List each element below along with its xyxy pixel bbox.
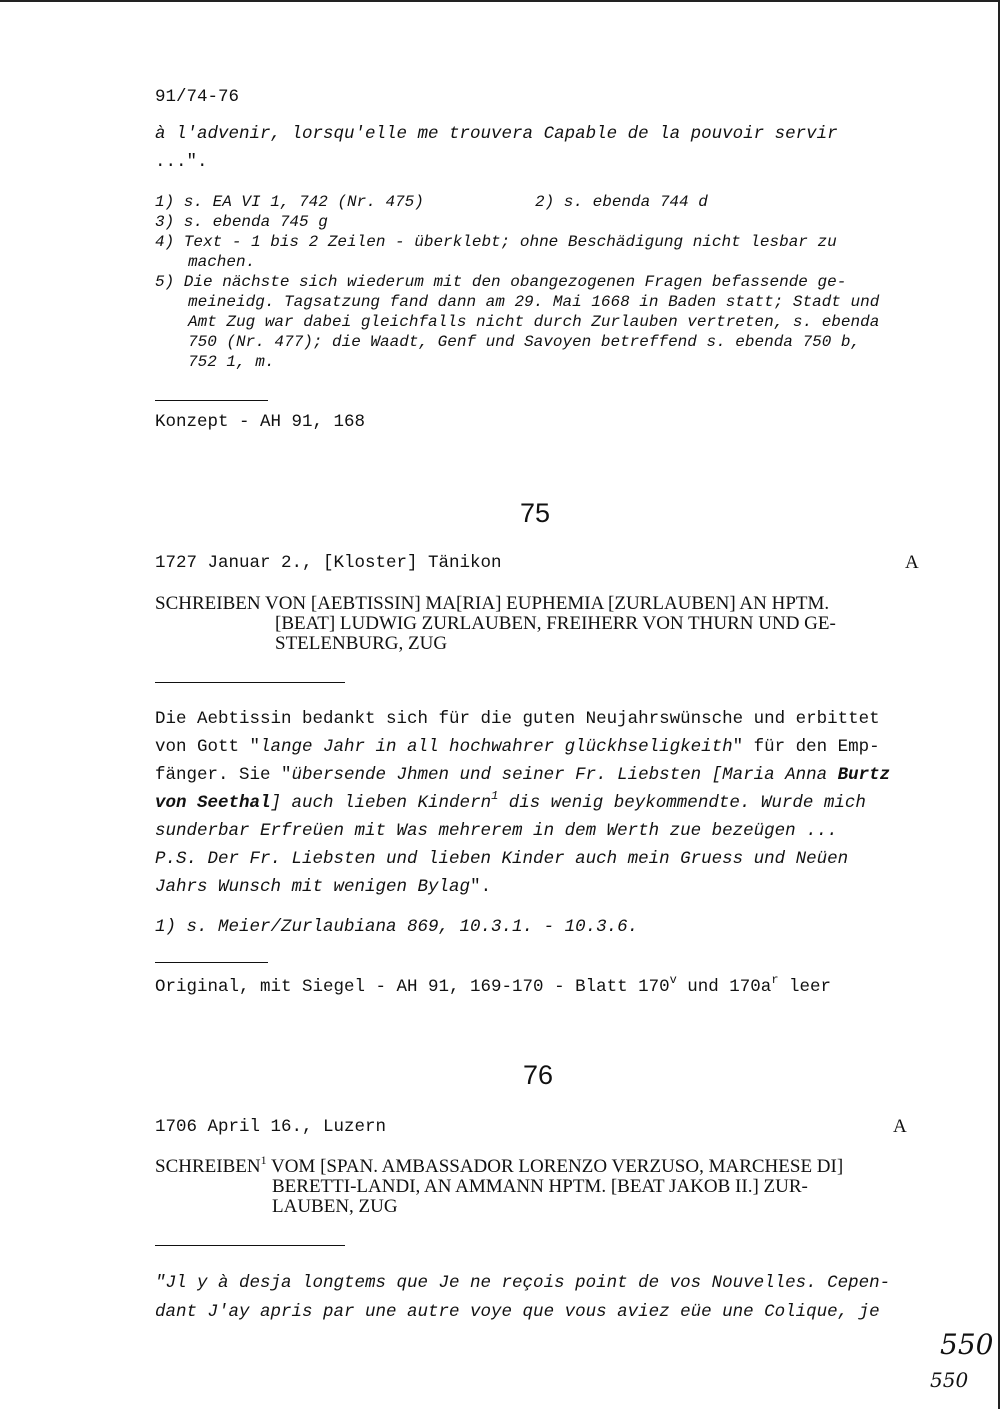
quoted-text: Jahrs Wunsch mit wenigen Bylag	[155, 877, 471, 897]
emphasized-name: von Seethal	[155, 793, 271, 813]
body-line-5: sunderbar Erfreüen mit Was mehrerem in dem Werth zue bezeügen ...	[155, 821, 838, 841]
source-text: und 170a	[676, 977, 772, 997]
footnote-marker: 1	[260, 1153, 267, 1167]
type-marker: A	[893, 1116, 907, 1137]
title-text: VOM [SPAN. AMBASSADOR LORENZO VERZUSO, MARCHESE DI]	[266, 1156, 844, 1177]
title-text: SCHREIBEN	[155, 1156, 261, 1177]
separator-rule	[155, 400, 268, 401]
date-place: 1706 April 16., Luzern	[155, 1117, 387, 1137]
footnote-2: 2) s. ebenda 744 d	[535, 193, 708, 211]
footnote-4: 4) Text - 1 bis 2 Zeilen - überklebt; ohne Beschädigung nicht lesbar zu	[155, 233, 837, 251]
separator-rule	[155, 962, 268, 963]
footnote-5-cont-3: 750 (Nr. 477); die Waadt, Genf und Savoyen betreffend s. ebenda 750 b,	[188, 333, 861, 351]
body-line-4	[155, 789, 866, 814]
source-text: Original, mit Siegel - AH 91, 169-170 - Blatt 170	[155, 977, 670, 997]
body-line-1: "Jl y à desja longtems que Je ne reçois point de vos Nouvelles. Cepen-	[155, 1273, 891, 1293]
body-text: von Gott "	[155, 737, 261, 757]
page-stamp-handwritten: 550	[930, 1368, 969, 1392]
body-line-7	[155, 877, 491, 897]
emphasized-name: Burtz	[837, 765, 891, 785]
quoted-text: lange Jahr in all hochwahrer glückhseligkeith	[260, 737, 733, 757]
quoted-text: übersende Jhmen und seiner Fr. Liebsten [Maria Anna	[291, 765, 838, 785]
document-number: 75	[520, 498, 551, 528]
footnote-3: 3) s. ebenda 745 g	[155, 213, 328, 231]
body-line-2: dant J'ay apris par une autre voye que vous aviez eüe une Colique, je	[155, 1302, 880, 1322]
date-place: 1727 Januar 2., [Kloster] Tänikon	[155, 553, 502, 573]
footnote-5-cont-4: 752 1, m.	[188, 353, 275, 371]
type-marker: A	[905, 552, 919, 573]
footnote-5: 5) Die nächste sich wiederum mit den obangezogenen Fragen befassende ge-	[155, 273, 847, 291]
scan-edge-top	[0, 0, 1000, 2]
document-number: 76	[523, 1060, 554, 1090]
intro-line-1: à l'advenir, lorsqu'elle me trouvera Capable de la pouvoir servir	[155, 124, 838, 144]
document-title-line-2: BERETTI-LANDI, AN AMMANN HPTM. [BEAT JAKOB II.] ZUR-	[272, 1176, 808, 1197]
page-stamp: 550	[940, 1328, 994, 1361]
source-note: Konzept - AH 91, 168	[155, 412, 366, 432]
page-reference: 91/74-76	[155, 87, 240, 107]
superscript: v	[669, 973, 677, 987]
document-title-line-2: [BEAT] LUDWIG ZURLAUBEN, FREIHERR VON THURN UND GE-	[275, 613, 836, 634]
document-title-line-1	[155, 1153, 844, 1178]
footnote-5-cont-1: meineidg. Tagsatzung fand dann am 29. Mai 1668 in Baden statt; Stadt und	[188, 293, 880, 311]
footnote-5-cont-2: Amt Zug war dabei gleichfalls nicht durch Zurlauben vertreten, s. ebenda	[188, 313, 880, 331]
separator-rule	[155, 682, 345, 683]
document-title-line-1: SCHREIBEN VON [AEBTISSIN] MA[RIA] EUPHEMIA [ZURLAUBEN] AN HPTM.	[155, 593, 830, 614]
body-text: ".	[470, 877, 492, 897]
source-note	[155, 973, 832, 998]
body-line-1: Die Aebtissin bedankt sich für die guten Neujahrswünsche und erbittet	[155, 709, 880, 729]
quoted-text: dis wenig beykommendte. Wurde mich	[498, 793, 866, 813]
separator-rule	[155, 1245, 345, 1246]
document-title-line-3: LAUBEN, ZUG	[272, 1196, 398, 1217]
body-text: fänger. Sie "	[155, 765, 292, 785]
body-text: " für den Emp-	[732, 737, 880, 757]
source-text: leer	[778, 977, 832, 997]
document-title-line-3: STELENBURG, ZUG	[275, 633, 448, 654]
footnote-1: 1) s. Meier/Zurlaubiana 869, 10.3.1. - 10.3.6.	[155, 917, 639, 937]
body-line-2	[155, 737, 880, 757]
superscript: r	[771, 973, 779, 987]
footnote-marker: 1	[491, 789, 499, 803]
body-line-6: P.S. Der Fr. Liebsten und lieben Kinder auch mein Gruess und Neüen	[155, 849, 849, 869]
body-line-3	[155, 765, 890, 785]
footnote-4-cont: machen.	[188, 253, 256, 271]
quoted-text: ] auch lieben Kindern	[270, 793, 492, 813]
footnote-1: 1) s. EA VI 1, 742 (Nr. 475)	[155, 193, 424, 211]
intro-line-2: ...".	[155, 152, 208, 172]
